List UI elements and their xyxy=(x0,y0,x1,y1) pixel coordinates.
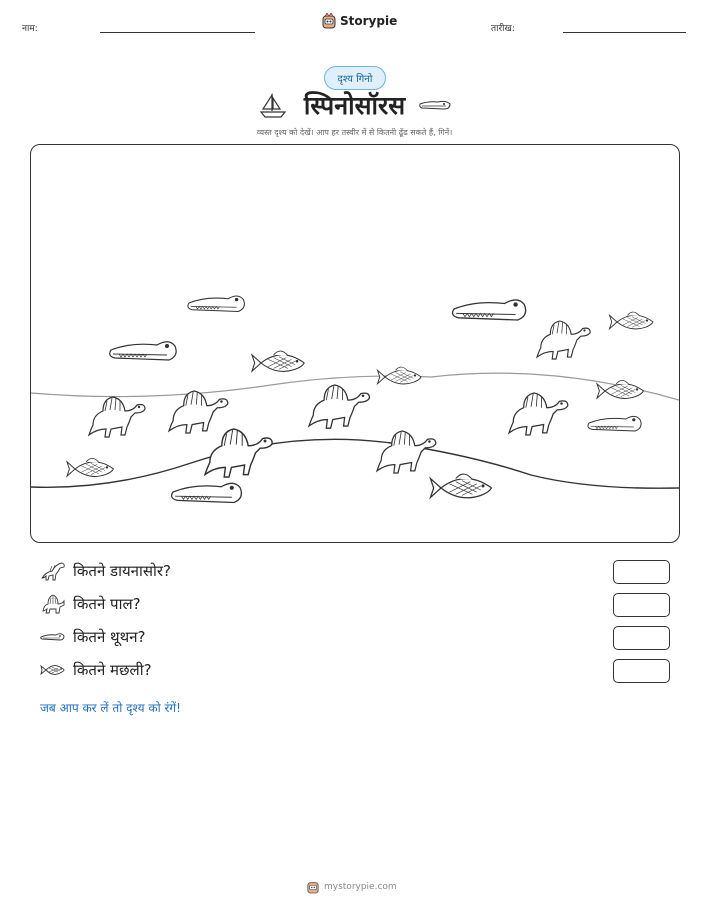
brand-logo xyxy=(322,13,397,29)
question-text: कितने मछली? xyxy=(73,661,152,679)
date-label: तारीख: xyxy=(491,24,515,34)
footer-site: mystorypie.com xyxy=(324,882,397,892)
question-sails xyxy=(40,591,141,617)
answer-box-snouts[interactable] xyxy=(613,626,670,650)
question-text: कितने थूथन? xyxy=(73,628,146,646)
answer-box-dinosaurs[interactable] xyxy=(613,560,670,584)
brand-name: Storypie xyxy=(340,14,398,28)
answer-box-sails[interactable] xyxy=(613,593,670,617)
page-title: स्पिनोसॉरस xyxy=(303,91,406,120)
question-fish xyxy=(40,657,152,683)
mascot-icon xyxy=(307,880,319,894)
crocodile-snout-icon xyxy=(418,98,452,112)
coloring-note: जब आप कर लें तो दृश्य को रंगें! xyxy=(40,701,181,715)
instructions: व्यस्त दृश्य को देखें। आप हर तस्वीर में से कितनी ढूँढ सकते हैं, गिनें। xyxy=(256,128,453,137)
activity-badge: दृश्य गिनो xyxy=(324,66,386,90)
question-text: कितने पाल? xyxy=(73,595,141,613)
sail-icon xyxy=(40,593,66,615)
fish-icon xyxy=(40,659,66,681)
footer-brand xyxy=(307,880,397,894)
dinosaur-icon xyxy=(40,560,66,582)
name-label: नाम: xyxy=(22,24,38,34)
answer-box-fish[interactable] xyxy=(613,659,670,683)
scene-illustration xyxy=(31,145,679,542)
question-dinosaurs xyxy=(40,558,171,584)
scene-panel xyxy=(30,144,680,543)
mascot-icon xyxy=(322,13,336,29)
question-snouts xyxy=(40,624,146,650)
question-text: कितने डायनासोर? xyxy=(73,562,171,580)
date-line[interactable] xyxy=(563,32,686,33)
snout-icon xyxy=(40,626,66,648)
name-line[interactable] xyxy=(100,32,255,33)
